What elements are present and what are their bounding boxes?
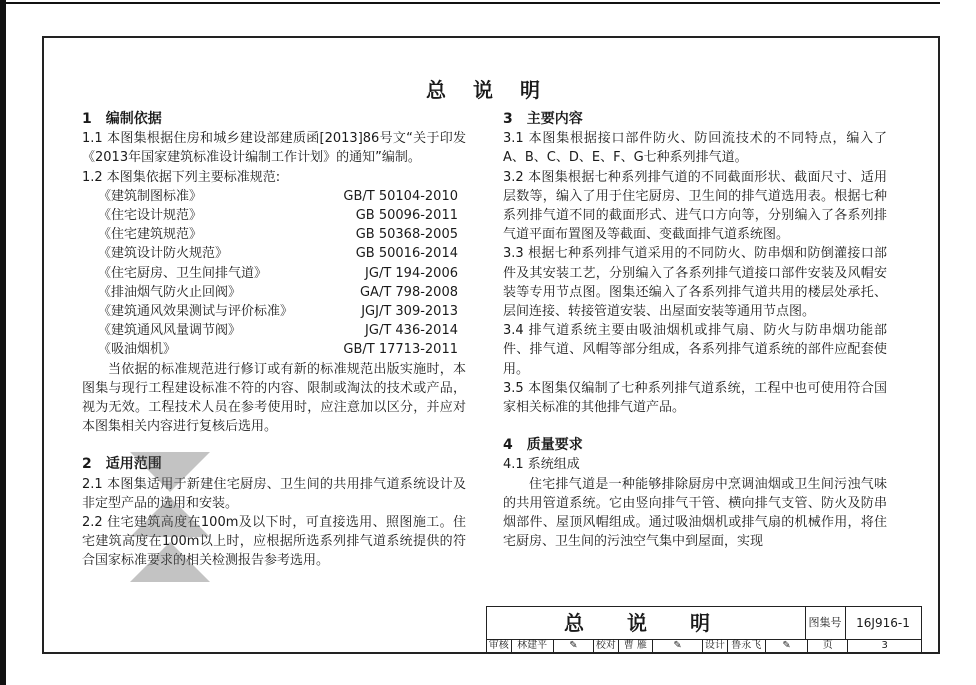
standard-item [82,321,466,340]
page-label: 页 [808,639,848,653]
standard-name: 《建筑通风风量调节阀》 [98,323,242,339]
section-1-1-text: 1.1 本图集根据住房和城乡建设部建质函[2013]86号文“关于印发《2013年国家建筑标准设计编制工作计划》的通知”编制。 [82,131,466,166]
section-1-title: 1 编制依据 [82,111,162,127]
standard-code: GB 50096-2011 [355,208,458,224]
standard-name: 《建筑通风效果测试与评价标准》 [98,304,294,320]
checker-name: 曹 雁 [619,639,653,653]
top-edge-line [0,2,940,4]
standard-name: 《吸油烟机》 [98,342,177,358]
standard-item [82,283,466,302]
standard-code: JG/T 436-2014 [365,323,458,339]
section-1-2-text: 1.2 本图集依据下列主要标准规范: [82,169,281,185]
standard-name: 《住宅设计规范》 [98,208,203,224]
standard-name: 《建筑设计防火规范》 [98,246,229,262]
design-label: 设计 [703,639,728,653]
left-column [82,110,466,571]
standards-list [82,187,466,360]
standard-item [82,187,466,206]
right-column [503,110,887,551]
page-number: 3 [881,640,888,651]
standard-code: JGJ/T 309-2013 [361,304,458,320]
section-4-title: 4 质量要求 [503,437,583,454]
section-3-4-text: 3.4 排气道系统主要由吸油烟机或排气扇、防火与防串烟功能部件、排气道、风帽等部分组成，各系列排气道系统的部件应配套使用。 [503,323,887,377]
reviewer-signature: ✎ [554,639,594,653]
section-3-1-text: 3.1 本图集根据接口部件防火、防回流技术的不同特点，编入了A、B、C、D、E、F、G七种系列排气道。 [503,131,887,166]
signature-row [487,639,921,653]
standard-item [82,340,466,359]
review-label: 审核 [487,639,512,653]
standard-code: GB/T 17713-2011 [343,342,458,358]
standard-code: GB 50016-2014 [355,246,458,262]
standard-name: 《住宅建筑规范》 [98,227,203,243]
standard-item [82,244,466,263]
section-2-1-text: 2.1 本图集适用于新建住宅厨房、卫生间的共用排气道系统设计及非定型产品的选用和安装。 [82,476,466,511]
section-2-2-text: 2.2 住宅建筑高度在100m及以下时，可直接选用、照图施工。住宅建筑高度在100m以上时，应根据所选系列排气道系统提供的符合国家标准要求的相关检测报告参考选用。 [82,515,466,569]
check-label: 校对 [594,639,619,653]
standard-item [82,225,466,244]
checker-signature: ✎ [653,639,703,653]
section-4-1-heading: 4.1 系统组成 [503,457,580,473]
designer-signature: ✎ [766,639,808,653]
standard-code: GB 50368-2005 [355,227,458,243]
title-block-title: 总 说 明 [487,607,806,639]
section-3-5-text: 3.5 本图集仅编制了七种系列排气道系统，工程中也可使用符合国家相关标准的其他排气道产品。 [503,380,887,416]
atlas-number-label: 图集号 [805,607,846,639]
standard-name: 《建筑制图标准》 [98,188,203,204]
standard-code: JG/T 194-2006 [365,265,458,281]
section-3-title: 3 主要内容 [503,111,583,127]
standard-code: GB/T 50104-2010 [343,188,458,204]
standard-item [82,206,466,225]
section-2-title: 2 适用范围 [82,456,162,473]
atlas-number: 16J916-1 [856,616,910,630]
section-1-note: 当依据的标准规范进行修订或有新的标准规范出版实施时，本图集与现行工程建设标准不符的内容、限制或淘汰的技术或产品，视为无效。工程技术人员在参考使用时，应注意加以区分，并应对本图集相关内容进行复核后选用。 [82,361,466,435]
standard-item [82,302,466,321]
title-block [486,606,922,654]
page-title: 总 说 明 [426,78,550,102]
section-3-3-text: 3.3 根据七种系列排气道采用的不同防火、防串烟和防倒灌接口部件及其安装工艺，分别编入了各系列排气道接口部件安装及风帽安装等专用节点图。图集还编入了各系列排气道共用的楼层处承托、层间连接、转接管道安装、出屋面安装等通用节点图。 [503,246,887,320]
reviewer-name: 林建平 [512,639,554,653]
standard-name: 《住宅厨房、卫生间排气道》 [98,265,268,281]
standard-name: 《排油烟气防火止回阀》 [98,284,242,300]
standard-code: GA/T 798-2008 [359,284,458,300]
section-4-1-text: 住宅排气道是一种能够排除厨房中烹调油烟或卫生间污浊气味的共用管道系统。它由竖向排气干管、横向排气支管、防火及防串烟部件、屋顶风帽组成。通过吸油烟机或排气扇的机械作用，将住宅厨房、卫生间的污浊空气集中到屋面，实现 [503,476,887,550]
designer-name: 鲁永飞 [728,639,766,653]
standard-item [82,264,466,283]
section-3-2-text: 3.2 本图集根据七种系列排气道的不同截面形状、截面尺寸、适用层数等，编入了用于住宅厨房、卫生间的排气道选用表。根据七种系列排气道不同的截面形式、进气口方向等，分别编入了各系列排气道平面布置图及等截面、变截面排气道系统图。 [503,169,887,243]
